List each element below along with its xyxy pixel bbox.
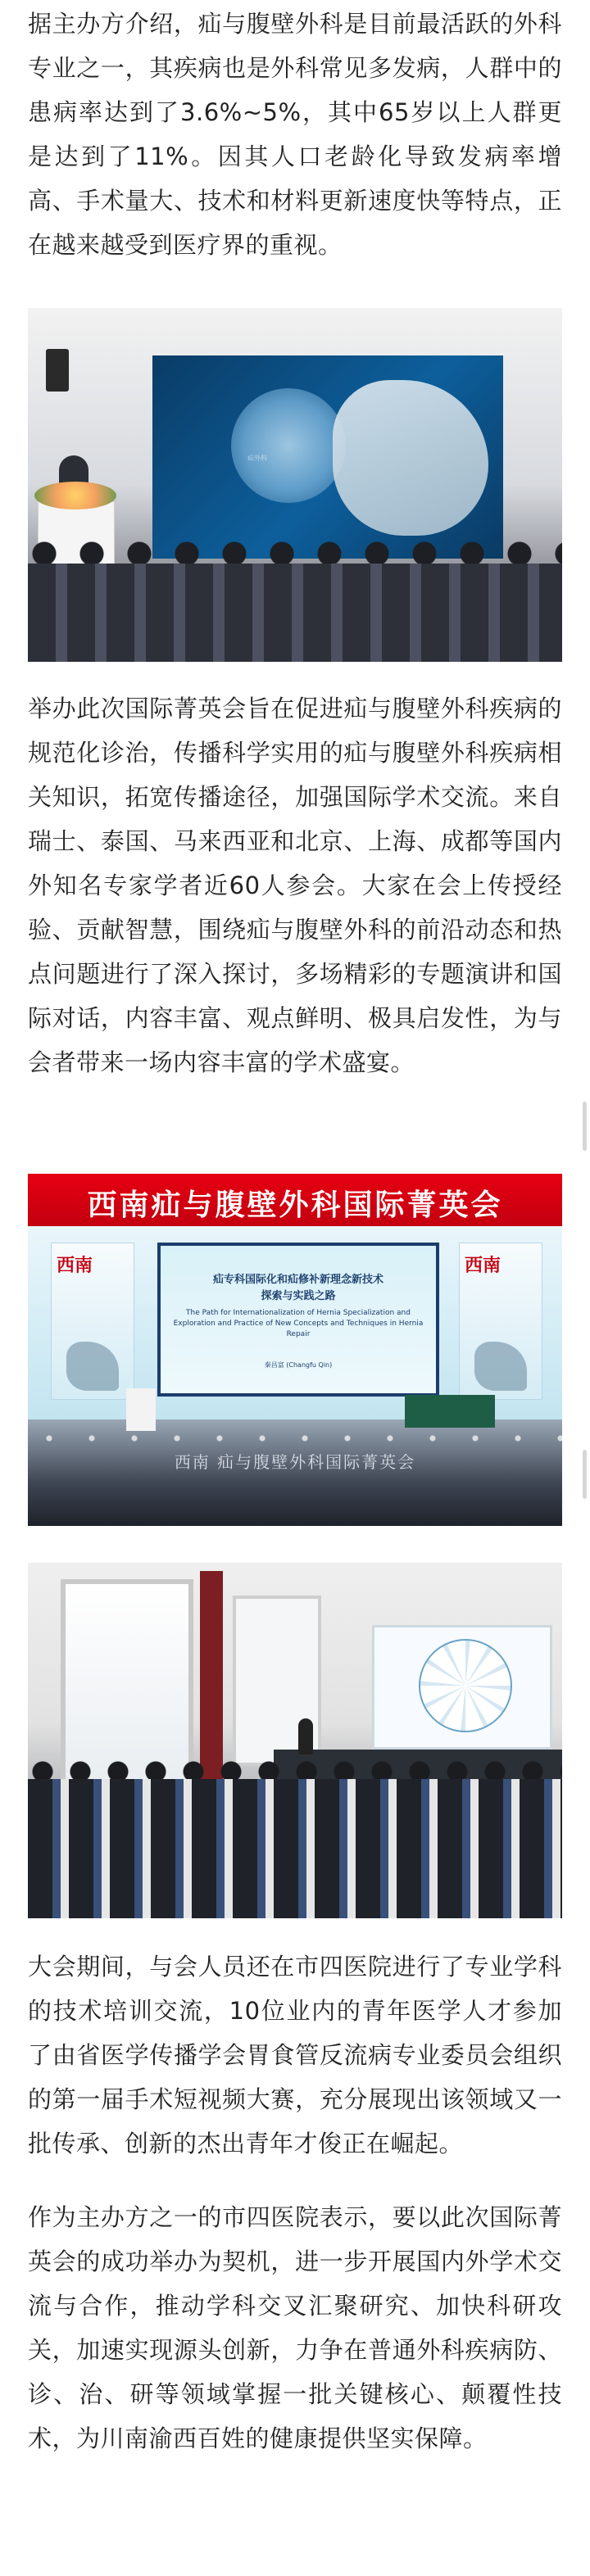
slide-title-zh-line2: 探索与实践之路 [261, 1290, 336, 1302]
conference-banner [28, 1174, 562, 1226]
article-paragraph-1: 据主办方介绍，疝与腹壁外科是目前最活跃的外科专业之一，其疾病也是外科常见多发病，人群中的患病率达到了3.6%~5%，其中65岁以上人群更是达到了11%。因其人口老龄化导致发病率增高、手术量大、技术和材料更新速度快等特点，正在越来越受到医疗界的重视。 [28, 10, 562, 259]
audience-seats [28, 1779, 562, 1918]
conference-photo-main-stage[interactable] [28, 1174, 562, 1526]
slide-speaker: 秦昌富 (Changfu Qin) [264, 1361, 333, 1369]
article-paragraph-2: 举办此次国际菁英会旨在促进疝与腹壁外科疾病的规范化诊治，传播科学实用的疝与腹壁外科疾病相关知识，拓宽传播途径，加强国际学术交流。来自瑞士、泰国、马来西亚和北京、上海、成都等国内外知名专家学者近60人参会。大家在会上传授经验、贡献智慧，围绕疝与腹壁外科的前沿动态和热点问题进行了深入探讨，多场精彩的专题演讲和国际对话，内容丰富、观点鲜明、极具启发性，为与会者带来一场内容丰富的学术盛宴。 [28, 695, 562, 1076]
loudspeaker [46, 349, 69, 392]
side-panel-left [51, 1243, 134, 1400]
floor-logo: 西南 疝与腹壁外科国际菁英会 [174, 1452, 416, 1472]
screen-caption: 疝外科 [247, 455, 267, 462]
surgeon-glove-image [333, 380, 488, 536]
stage-lights [28, 1434, 562, 1442]
flower-arrangement [34, 482, 116, 509]
projection-screen [152, 355, 503, 559]
side-panel-logo: 西南 [57, 1255, 93, 1276]
scroll-indicator [583, 1450, 587, 1499]
podium [126, 1388, 156, 1431]
dinosaur-decoration [474, 1342, 527, 1391]
side-panel-right [459, 1243, 542, 1400]
conference-photo-lecture-hall[interactable] [28, 308, 562, 662]
presentation-screen [157, 1243, 439, 1397]
audience-seats [28, 564, 562, 662]
slide-title-en: The Path for Internationalization of Hernia Specialization and Exploration and Practice of New Concepts and Techniques in Hernia Repair [173, 1309, 424, 1338]
dinosaur-decoration [66, 1342, 119, 1391]
banner-title: 西南疝与腹壁外科国际菁英会 [87, 1188, 503, 1222]
hernia-mesh-image [231, 388, 346, 503]
presentation-screen [372, 1625, 552, 1750]
slide-title-zh-line1: 疝专科国际化和疝修补新理念新技术 [212, 1274, 384, 1286]
panel-table [405, 1395, 495, 1428]
clock-diagram [419, 1639, 512, 1732]
speaker-figure [298, 1718, 313, 1754]
article-paragraph-3: 大会期间，与会人员还在市四医院进行了专业学科的技术培训交流，10位业内的青年医学人才参加了由省医学传播学会胃食管反流病专业委员会组织的第一届手术短视频大赛，充分展现出该领域又一批传承、创新的杰出青年才俊正在崛起。 [28, 1953, 562, 2157]
side-panel-logo: 西南 [465, 1255, 502, 1276]
conference-photo-meeting-room[interactable] [28, 1563, 562, 1918]
scroll-indicator [583, 1102, 587, 1151]
article-paragraph-4: 作为主办方之一的市四医院表示，要以此次国际菁英会的成功举办为契机，进一步开展国内外学术交流与合作，推动学科交叉汇聚研究、加快科研攻关，加速实现源头创新，力争在普通外科疾病防、诊、治、研等领域掌握一批关键核心、颠覆性技术，为川南渝西百姓的健康提供坚实保障。 [28, 2203, 562, 2452]
